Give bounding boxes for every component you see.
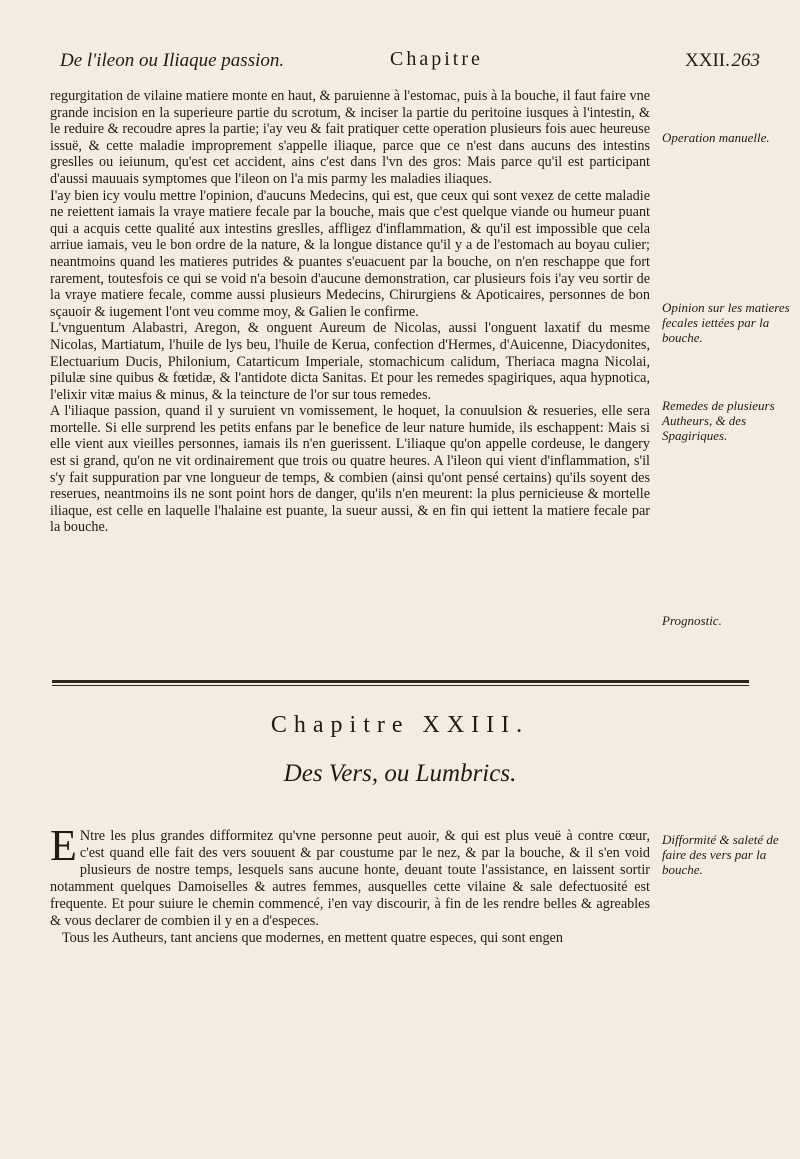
running-head-chapter-number: XXII. [685, 50, 730, 71]
margin-note-remedes: Remedes de plusieurs Autheurs, & des Spagiriques. [662, 398, 775, 443]
chapter-title: Chapitre XXIII. [270, 712, 530, 738]
margin-note-prognostic: Prognostic. [662, 613, 722, 628]
running-head-title: De l'ileon ou Iliaque passion. [60, 50, 285, 71]
chapter-last-line: Tous les Autheurs, tant anciens que modernes, en mettent quatre especes, qui sont engen [62, 930, 563, 946]
running-head-chapter: Chapitre [390, 48, 483, 70]
margin-note-opinion: Opinion sur les matieres fecales iettées par la bouche. [662, 300, 790, 345]
running-head [60, 40, 760, 80]
paragraph-3: L'vnguentum Alabastri, Aregon, & onguent Aureum de Nicolas, aussi l'onguent laxatif du mesme Nicolas, Martiatum, l'huile de lys beu, l'huile de Kerua, confection d'Hermes, d'Auicenne, Diacydonites, Electuarium Ducis, Philonium, Catarticum Imperiale, stomachicum calidum, Theriaca magna Nicolai, pilulæ sine quibus & fœtidæ, & l'antidote dicta Sanitas. Et pour les remedes spagiriques, aqua hypnotica, l'elixir vitæ maius & minus, & la teincture de l'or sur tous remedes. [50, 320, 650, 403]
body-text-chapter [50, 821, 650, 947]
chapter-paragraph: Ntre les plus grandes difformitez qu'vne personne peut auoir, & qui est plus veuë à contre cœur, c'est quand elle fait des vers souuent & par coustume par le nez, & par la bouche, & il s'en void plusieurs de nostre temps, lesquels sans aucune honte, deuant toute l'assistance, en laissent sortir notamment quelques Damoiselles & autres femmes, ausquelles cette vilaine & sale defectuosité est frequente. Et pour suiure le chemin commencé, i'en vay discourir, à fin de les rendre belles & agreables & vous declarer de combien il y en a d'especes. [50, 828, 650, 929]
chapter-subtitle: Des Vers, ou Lumbrics. [283, 760, 517, 787]
page-number: 263 [731, 50, 760, 71]
paragraph-1: regurgitation de vilaine matiere monte en haut, & paruienne à l'estomac, puis à la bouche, il faut faire vne grande incision en la superieure partie du scrotum, & inciser la partie du peritoine iusques à l'intestin, & le reduire & recoudre apres la partie; i'ay veu & fait pratiquer cette operation plusieurs fois auec heureuse issuë, & cette maladie improprement s'appelle iliaque, parce que ce n'est dans aucuns des intestins greslles ou ieiunum, qu'est cet accident, ains c'est dans l'vn des gros: Mais parce qu'il est participant d'aussi mauuais symptomes que l'ileon on l'a mis parmy les maladies iliaques. [50, 88, 650, 187]
drop-cap: E [50, 821, 77, 870]
paragraph-4: A l'iliaque passion, quand il y suruient vn vomissement, le hoquet, la conuulsion & resueries, elle sera mortelle. Si elle surprend les petits enfans par le benefice de leur nature humide, ils eschappent: Mais si elle vient aux vieilles personnes, iamais ils n'en guerissent. L'iliaque qu'on appelle cordeuse, le dangery est si grand, qu'on ne vit ordinairement que trois ou quatre heures. A l'ileon qui vient d'inflammation, s'il s'y fait suppuration par vne longueur de temps, & combien (ainsi qu'ont pensé certains) qu'ils soyent des reserues, neantmoins ils ne sont point hors de danger, qu'ils n'en meurent: la plus pernicieuse & mortelle iliaque, est celle en laquelle l'halaine est puante, la sueur aussi, & en fin qui iettent la matiere fecale par la bouche. [50, 403, 650, 536]
margin-note-difformite: Difformité & saleté de faire des vers par la bouche. [662, 832, 779, 877]
section-rule [52, 680, 749, 683]
paragraph-2: I'ay bien icy voulu mettre l'opinion, d'aucuns Medecins, qui est, que ceux qui sont vexez de cette maladie ne reiettent iamais la vraye matiere fecale par la bouche, mais que c'est quelque viande ou humeur puant qui a acquis cette qualité aux intestins greslles, affligez d'inflammation, & qu'il est impossible que cela arriue iamais, veu le bon ordre de la nature, & la longue distance qu'il y a de l'estomach au boyau culier; neantmoins quand les matieres putrides & puantes s'euacuent par la bouche, on n'en reschappe que fort rarement, toutesfois ce qui se void n'a besoin d'aucune demonstration, car plusieurs fois i'ay veu sortir de la vraye matiere fecale, comme aussi plusieurs Medecins, Chirurgiens & Apoticaires, personnes de bon sçauoir & iugement l'ont veu comme moy, & Galien le confirme. [50, 187, 650, 320]
body-text-upper [50, 88, 650, 536]
section-rule-thin [52, 685, 749, 686]
margin-note-operation: Operation manuelle. [662, 130, 770, 145]
